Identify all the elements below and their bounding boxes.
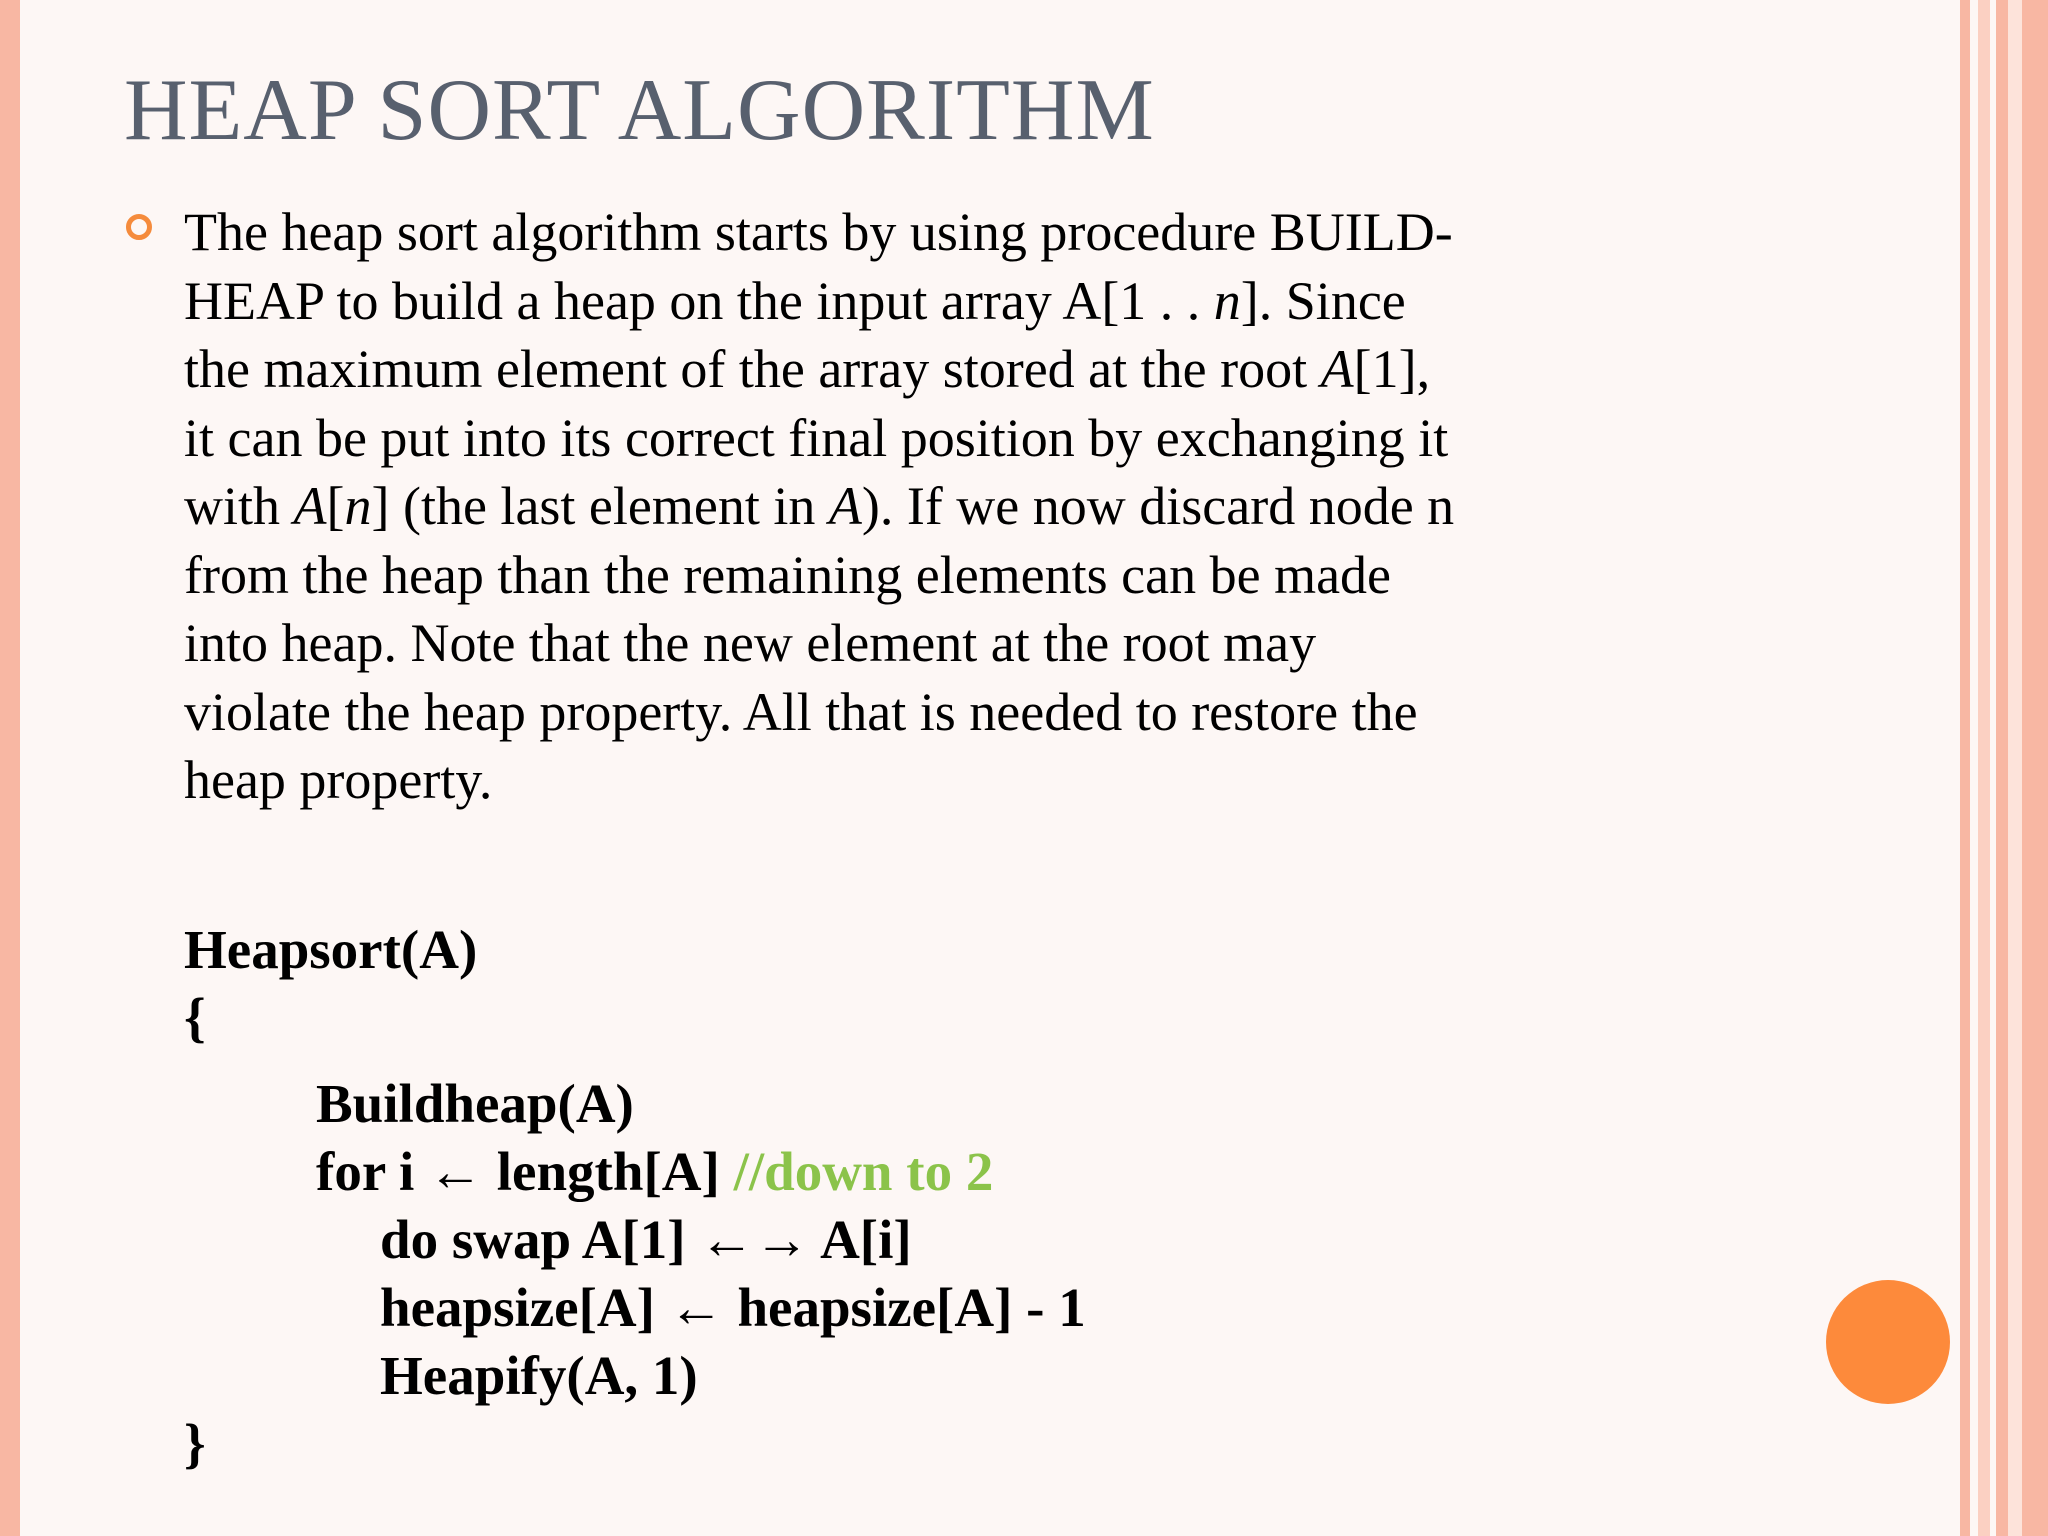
italic-math-symbol: A [1320,339,1354,399]
right-decorative-stripe [1978,0,1990,1536]
paragraph-line: heap property. [184,750,493,810]
paragraph-line: it can be put into its correct final position by exchanging it [184,407,1449,468]
paragraph-line: the maximum element of the array stored at the root A[1], [184,339,1431,399]
paragraph-line: with A[n] (the last element in A). If we now discard node n [184,476,1455,536]
bullet-paragraph [184,198,1764,815]
code-line-heapify: Heapify(A, 1) [380,1345,698,1406]
right-decorative-stripe [2008,0,2022,1536]
paragraph-line: HEAP to build a heap on the input array A[1 . . n]. Since [184,270,1406,331]
right-decorative-stripe [1960,0,1970,1536]
italic-math-symbol: n [1213,270,1241,331]
paragraph-line: The heap sort algorithm starts by using procedure BUILD- [184,202,1453,262]
paragraph-line: into heap. Note that the new element at the root may [184,613,1317,673]
right-decorative-stripe [1996,0,2048,1536]
orange-circle-decoration [1826,1280,1950,1404]
code-line-heapsize: heapsize[A] ← heapsize[A] - 1 [380,1277,1086,1338]
code-open-brace: { [184,987,206,1048]
italic-math-symbol: A [828,476,862,536]
code-line-for-loop [316,1140,993,1203]
code-function-header: Heapsort(A) [184,919,478,980]
slide-title: HEAP SORT ALGORITHM [124,62,1155,159]
italic-math-symbol: n [344,476,372,536]
italic-math-symbol: A [293,476,327,536]
code-line-swap: do swap A[1] ←→ A[i] [380,1209,912,1270]
paragraph-line: violate the heap property. All that is needed to restore the [184,681,1418,742]
left-decorative-stripe [0,0,20,1536]
code-close-brace: } [184,1413,206,1474]
paragraph-line: from the heap than the remaining elements can be made [184,544,1392,605]
hollow-circle-bullet-icon [126,214,152,240]
code-comment: //down to 2 [733,1141,994,1202]
code-line-buildheap: Buildheap(A) [316,1073,634,1134]
for-statement: for i ← length[A] [316,1141,734,1202]
